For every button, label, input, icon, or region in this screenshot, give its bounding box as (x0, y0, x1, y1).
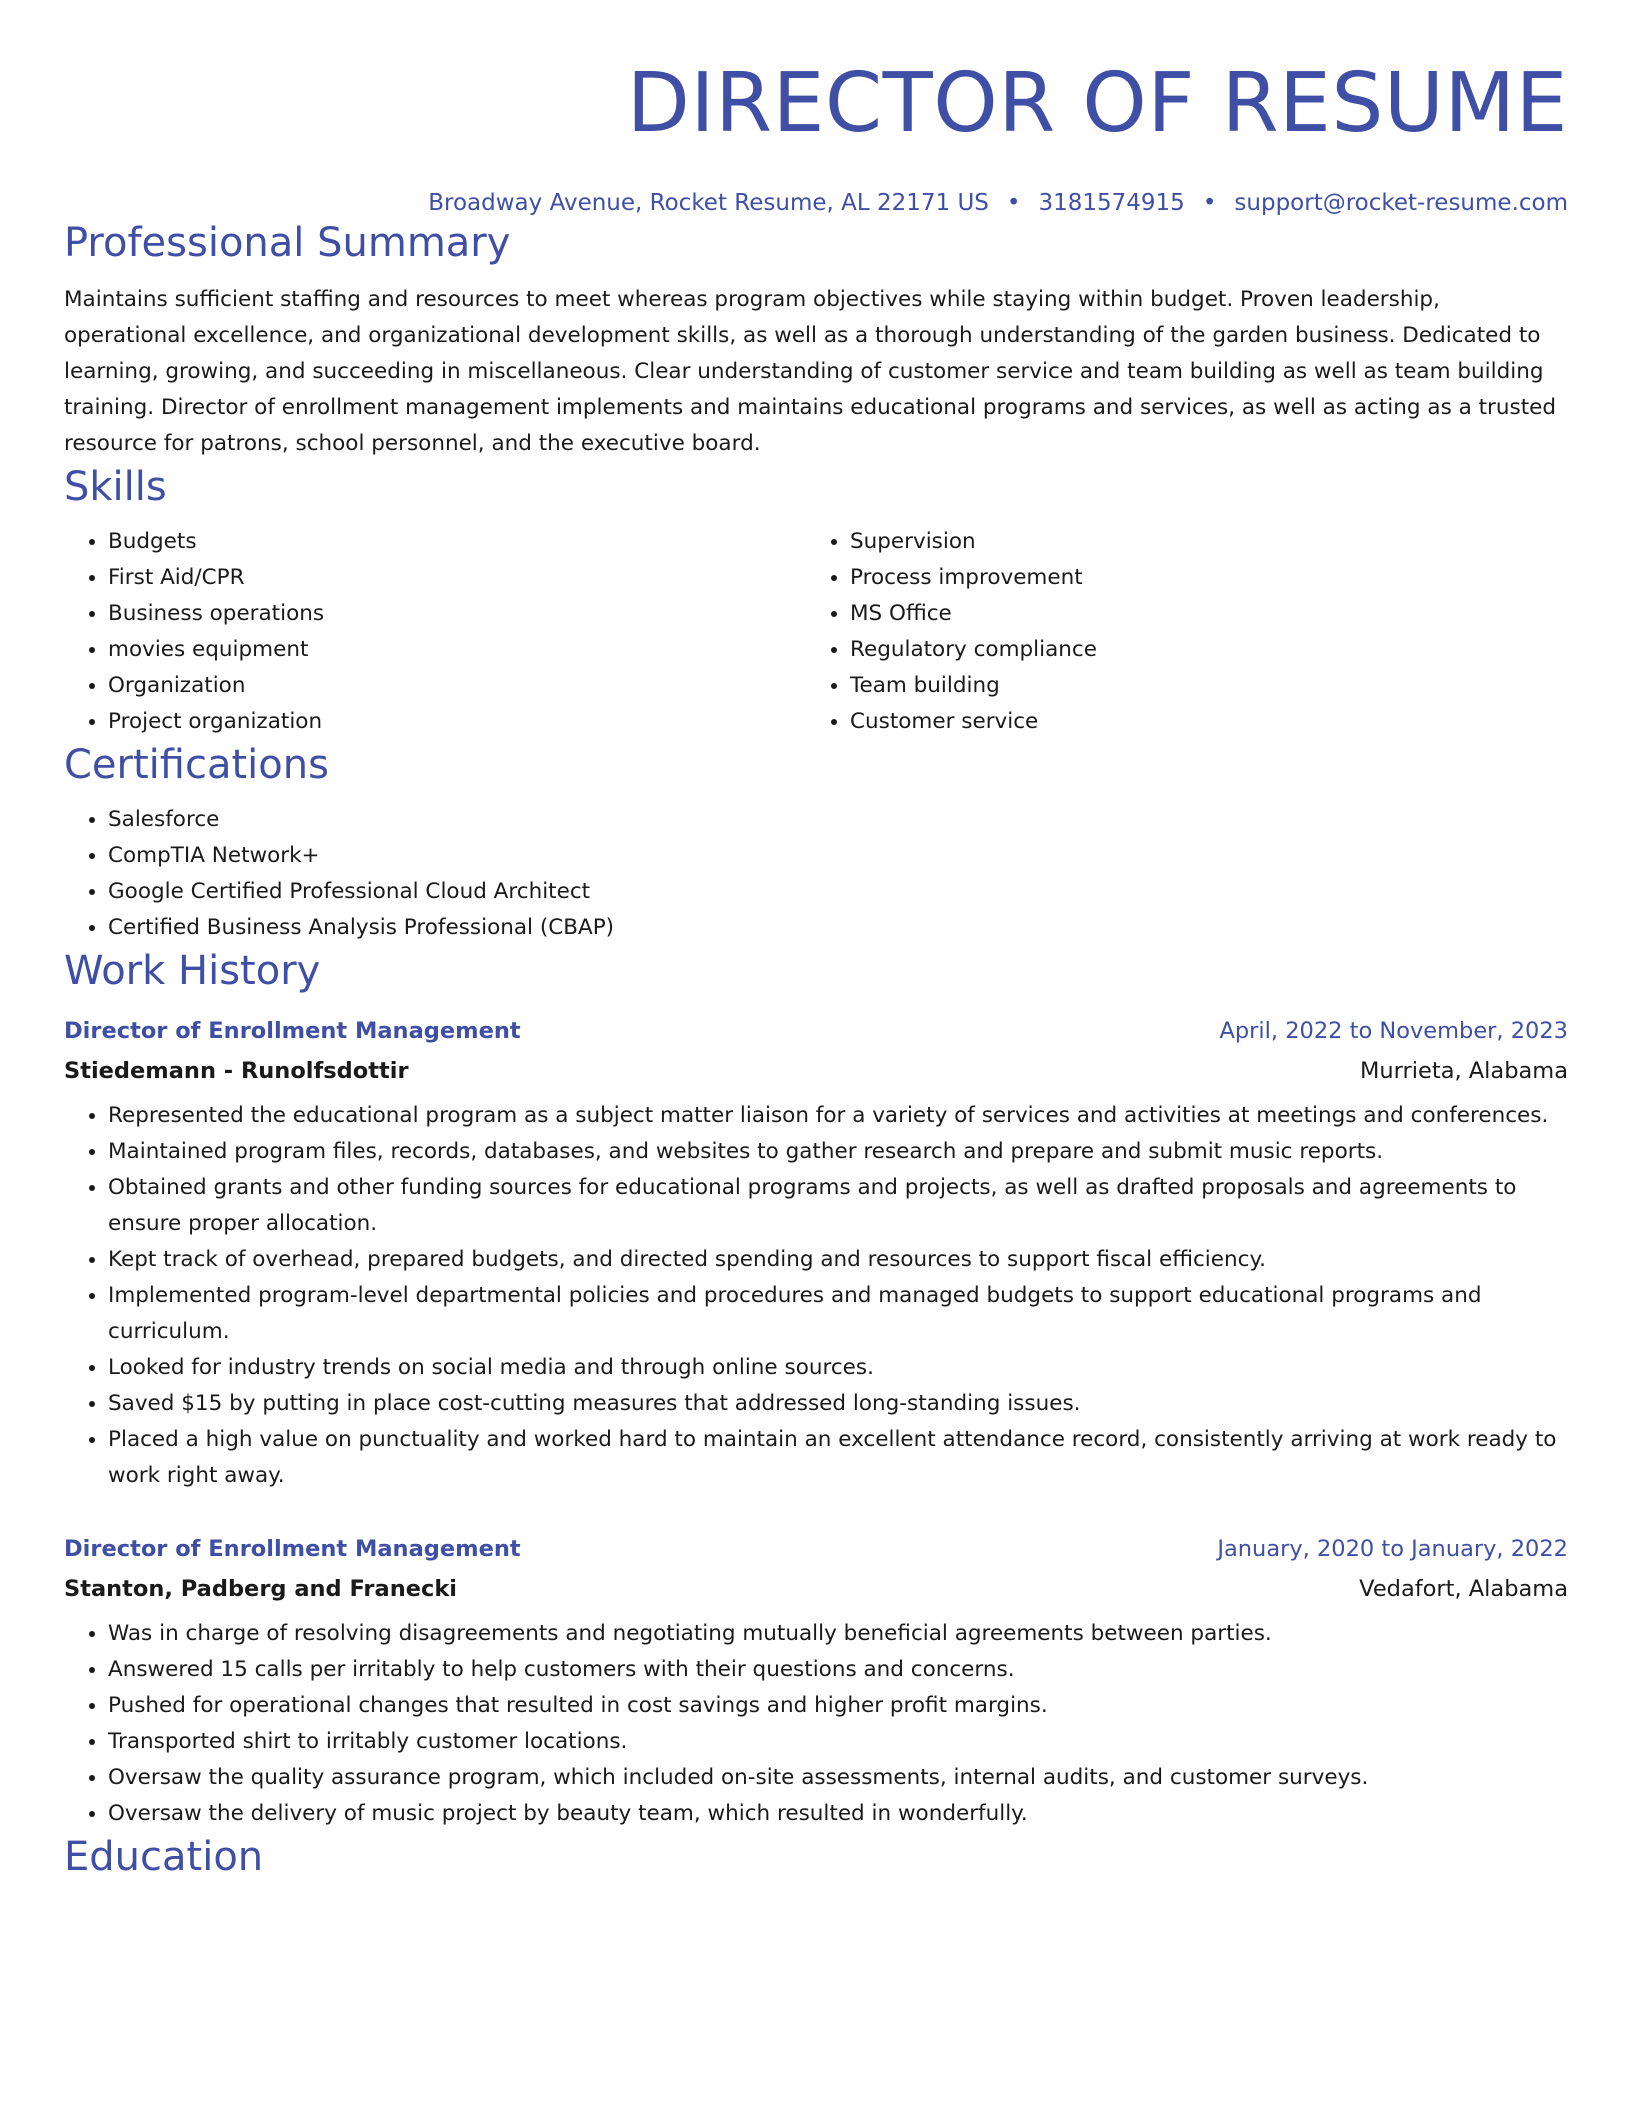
job-subheader (64, 1056, 1568, 1086)
job-bullet: • Obtained grants and other funding sources for educational programs and projects, as well as drafted proposals and agreements to ensure proper allocation. (108, 1170, 1568, 1242)
job-header (64, 1534, 1568, 1564)
job-bullet: • Was in charge of resolving disagreements and negotiating mutually beneficial agreements between parties. (108, 1616, 1568, 1652)
skill-item: • Process improvement (850, 560, 1548, 596)
job-header (64, 1016, 1568, 1046)
skill-item: • Regulatory compliance (850, 632, 1548, 668)
certification-item: • Certified Business Analysis Professional (CBAP) (108, 910, 1568, 946)
job-bullet: • Looked for industry trends on social media and through online sources. (108, 1350, 1568, 1386)
job-subheader (64, 1574, 1568, 1604)
job-title: Director of Enrollment Management (64, 1536, 521, 1562)
certification-item: • CompTIA Network+ (108, 838, 1568, 874)
job-entry (64, 1016, 1568, 1494)
job-dates: January, 2020 to January, 2022 (1217, 1536, 1568, 1562)
job-location: Vedafort, Alabama (1359, 1576, 1568, 1602)
job-bullet: • Transported shirt to irritably customer locations. (108, 1724, 1568, 1760)
job-bullet: • Oversaw the quality assurance program, which included on-site assessments, internal audits, and customer surveys. (108, 1760, 1568, 1796)
contact-line (64, 188, 1568, 218)
job-bullets (64, 1616, 1568, 1832)
job-bullet: • Answered 15 calls per irritably to help customers with their questions and concerns. (108, 1652, 1568, 1688)
job-bullet: • Saved $15 by putting in place cost-cutting measures that addressed long-standing issues. (108, 1386, 1568, 1422)
section-title-education: Education (64, 1834, 264, 1880)
contact-address: Broadway Avenue, Rocket Resume, AL 22171 US (428, 190, 989, 216)
contact-phone: 3181574915 (1038, 190, 1185, 216)
job-bullet: • Placed a high value on punctuality and worked hard to maintain an excellent attendance record, consistently arriving at work ready to work right away. (108, 1422, 1568, 1494)
skill-item: • Organization (108, 668, 806, 704)
skill-item: • Team building (850, 668, 1548, 704)
job-dates: April, 2022 to November, 2023 (1219, 1018, 1568, 1044)
section-title-certifications: Certifications (64, 742, 329, 788)
job-bullet: • Represented the educational program as a subject matter liaison for a variety of services and activities at meetings and conferences. (108, 1098, 1568, 1134)
skills-column-left (64, 524, 806, 740)
job-bullet: • Implemented program-level departmental policies and procedures and managed budgets to support educational programs and curriculum. (108, 1278, 1568, 1350)
job-bullet: • Kept track of overhead, prepared budgets, and directed spending and resources to support fiscal efficiency. (108, 1242, 1568, 1278)
job-location: Murrieta, Alabama (1360, 1058, 1568, 1084)
job-bullet: • Maintained program files, records, databases, and websites to gather research and prepare and submit music reports. (108, 1134, 1568, 1170)
certification-item: • Salesforce (108, 802, 1568, 838)
section-title-summary: Professional Summary (64, 220, 511, 266)
contact-separator: • (1202, 190, 1217, 216)
skill-item: • movies equipment (108, 632, 806, 668)
skill-item: • Business operations (108, 596, 806, 632)
job-company: Stiedemann - Runolfsdottir (64, 1058, 409, 1084)
resume-page (64, 0, 1568, 1882)
job-bullet: • Pushed for operational changes that resulted in cost savings and higher profit margins. (108, 1688, 1568, 1724)
contact-separator: • (1006, 190, 1021, 216)
skill-item: • Budgets (108, 524, 806, 560)
job-bullets (64, 1098, 1568, 1494)
resume-name: DIRECTOR OF RESUME (626, 56, 1568, 151)
skill-item: • Project organization (108, 704, 806, 740)
job-bullet: • Oversaw the delivery of music project by beauty team, which resulted in wonderfully. (108, 1796, 1568, 1832)
skill-item: • First Aid/CPR (108, 560, 806, 596)
section-title-skills: Skills (64, 464, 167, 510)
skill-item: • Customer service (850, 704, 1548, 740)
skills-list (64, 524, 1568, 740)
skill-item: • MS Office (850, 596, 1548, 632)
section-title-work-history: Work History (64, 948, 321, 994)
job-entry (64, 1534, 1568, 1832)
job-company: Stanton, Padberg and Franecki (64, 1576, 457, 1602)
skills-column-right (806, 524, 1548, 740)
skill-item: • Supervision (850, 524, 1548, 560)
job-title: Director of Enrollment Management (64, 1018, 521, 1044)
certifications-list (64, 802, 1568, 946)
certification-item: • Google Certified Professional Cloud Architect (108, 874, 1568, 910)
summary-text: Maintains sufficient staffing and resources to meet whereas program objectives while staying within budget. Proven leadership, operational excellence, and organizational development skills, as well as a thorough understanding of the garden business. Dedicated to learning, growing, and succeeding in miscellaneous. Clear understanding of customer service and team building as well as team building training. Director of enrollment management implements and maintains educational programs and services, as well as acting as a trusted resource for patrons, school personnel, and the executive board. (64, 287, 1557, 456)
contact-email: support@rocket-resume.com (1234, 190, 1568, 216)
